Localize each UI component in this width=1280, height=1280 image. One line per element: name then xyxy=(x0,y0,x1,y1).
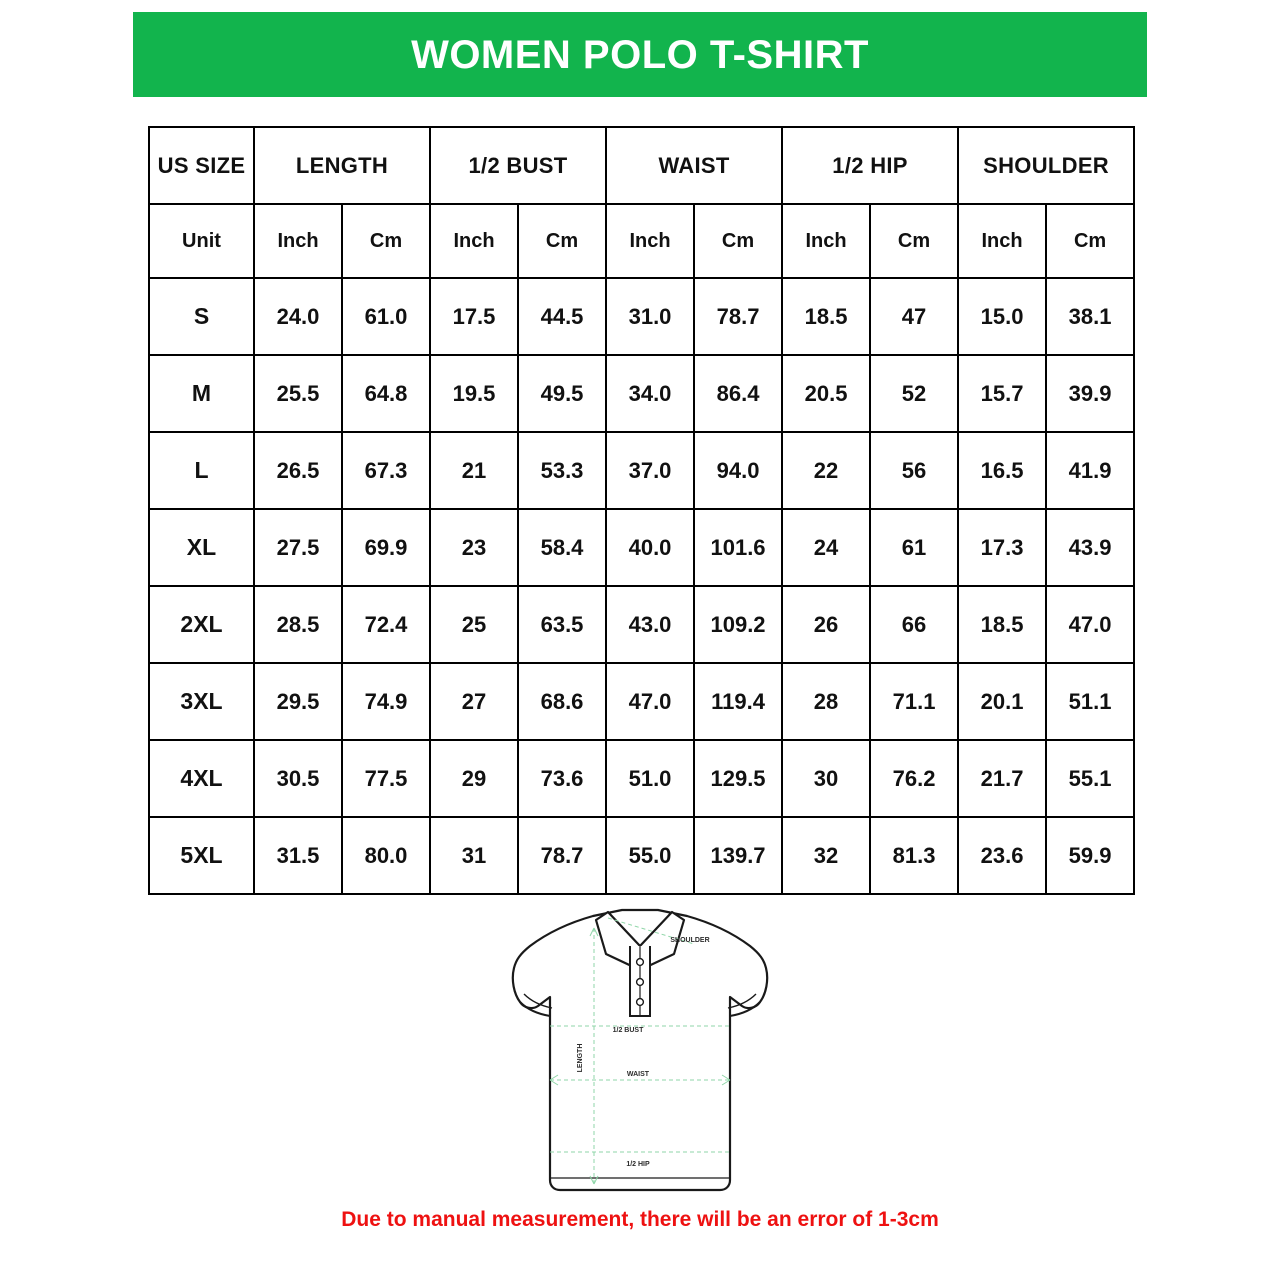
cell-hip-inch: 32 xyxy=(782,817,870,894)
diagram-label-waist: WAIST xyxy=(626,1071,650,1078)
unit-waist-cm: Cm xyxy=(694,204,782,278)
cell-shoulder-inch: 15.7 xyxy=(958,355,1046,432)
table-row xyxy=(149,740,1134,817)
row-size-label: M xyxy=(149,355,254,432)
cell-waist-inch: 37.0 xyxy=(606,432,694,509)
table-row xyxy=(149,509,1134,586)
cell-bust-cm: 78.7 xyxy=(518,817,606,894)
column-header-us-size: US SIZE xyxy=(149,127,254,204)
cell-hip-cm: 47 xyxy=(870,278,958,355)
cell-bust-inch: 19.5 xyxy=(430,355,518,432)
row-size-label: S xyxy=(149,278,254,355)
cell-bust-cm: 44.5 xyxy=(518,278,606,355)
unit-length-inch: Inch xyxy=(254,204,342,278)
unit-shoulder-cm: Cm xyxy=(1046,204,1134,278)
cell-bust-cm: 58.4 xyxy=(518,509,606,586)
cell-length-inch: 28.5 xyxy=(254,586,342,663)
cell-shoulder-cm: 51.1 xyxy=(1046,663,1134,740)
cell-shoulder-cm: 55.1 xyxy=(1046,740,1134,817)
diagram-label-shoulder: SHOULDER xyxy=(670,937,710,944)
diagram-label-length: LENGTH xyxy=(577,1043,584,1073)
table-row xyxy=(149,278,1134,355)
table-row xyxy=(149,355,1134,432)
row-size-label: L xyxy=(149,432,254,509)
cell-hip-inch: 24 xyxy=(782,509,870,586)
cell-waist-cm: 109.2 xyxy=(694,586,782,663)
cell-waist-cm: 86.4 xyxy=(694,355,782,432)
table-row xyxy=(149,663,1134,740)
size-chart-table xyxy=(148,126,1135,895)
column-header-waist: WAIST xyxy=(606,127,782,204)
cell-shoulder-inch: 18.5 xyxy=(958,586,1046,663)
cell-bust-cm: 49.5 xyxy=(518,355,606,432)
table-row xyxy=(149,817,1134,894)
cell-length-cm: 74.9 xyxy=(342,663,430,740)
row-size-label: XL xyxy=(149,509,254,586)
cell-shoulder-inch: 17.3 xyxy=(958,509,1046,586)
row-size-label: 4XL xyxy=(149,740,254,817)
cell-length-inch: 29.5 xyxy=(254,663,342,740)
cell-bust-cm: 73.6 xyxy=(518,740,606,817)
cell-bust-cm: 53.3 xyxy=(518,432,606,509)
cell-hip-cm: 66 xyxy=(870,586,958,663)
column-header-shoulder: SHOULDER xyxy=(958,127,1134,204)
cell-hip-inch: 28 xyxy=(782,663,870,740)
cell-shoulder-inch: 15.0 xyxy=(958,278,1046,355)
cell-length-cm: 61.0 xyxy=(342,278,430,355)
row-size-label: 3XL xyxy=(149,663,254,740)
table-group-header-row xyxy=(149,127,1134,204)
cell-shoulder-inch: 20.1 xyxy=(958,663,1046,740)
cell-length-inch: 30.5 xyxy=(254,740,342,817)
column-header-half-bust: 1/2 BUST xyxy=(430,127,606,204)
measurement-disclaimer: Due to manual measurement, there will be an error of 1-3cm xyxy=(341,1208,939,1231)
cell-shoulder-cm: 38.1 xyxy=(1046,278,1134,355)
cell-hip-cm: 76.2 xyxy=(870,740,958,817)
cell-shoulder-cm: 59.9 xyxy=(1046,817,1134,894)
cell-waist-inch: 43.0 xyxy=(606,586,694,663)
header-banner xyxy=(133,12,1147,97)
cell-length-inch: 31.5 xyxy=(254,817,342,894)
cell-bust-cm: 63.5 xyxy=(518,586,606,663)
cell-waist-cm: 129.5 xyxy=(694,740,782,817)
cell-bust-inch: 25 xyxy=(430,586,518,663)
cell-waist-cm: 119.4 xyxy=(694,663,782,740)
cell-shoulder-cm: 47.0 xyxy=(1046,586,1134,663)
cell-length-cm: 64.8 xyxy=(342,355,430,432)
unit-waist-inch: Inch xyxy=(606,204,694,278)
cell-length-inch: 24.0 xyxy=(254,278,342,355)
cell-length-inch: 25.5 xyxy=(254,355,342,432)
cell-hip-cm: 52 xyxy=(870,355,958,432)
cell-waist-inch: 51.0 xyxy=(606,740,694,817)
cell-waist-cm: 78.7 xyxy=(694,278,782,355)
cell-waist-inch: 55.0 xyxy=(606,817,694,894)
diagram-label-half-bust: 1/2 BUST xyxy=(612,1027,644,1034)
row-size-label: 5XL xyxy=(149,817,254,894)
table-row xyxy=(149,586,1134,663)
cell-shoulder-inch: 23.6 xyxy=(958,817,1046,894)
cell-hip-inch: 20.5 xyxy=(782,355,870,432)
cell-waist-inch: 31.0 xyxy=(606,278,694,355)
unit-hip-cm: Cm xyxy=(870,204,958,278)
unit-shoulder-inch: Inch xyxy=(958,204,1046,278)
cell-length-inch: 26.5 xyxy=(254,432,342,509)
cell-length-cm: 72.4 xyxy=(342,586,430,663)
cell-waist-inch: 34.0 xyxy=(606,355,694,432)
cell-waist-cm: 94.0 xyxy=(694,432,782,509)
column-header-length: LENGTH xyxy=(254,127,430,204)
cell-length-inch: 27.5 xyxy=(254,509,342,586)
cell-length-cm: 80.0 xyxy=(342,817,430,894)
cell-hip-inch: 26 xyxy=(782,586,870,663)
cell-length-cm: 69.9 xyxy=(342,509,430,586)
cell-length-cm: 67.3 xyxy=(342,432,430,509)
cell-hip-inch: 22 xyxy=(782,432,870,509)
cell-bust-inch: 23 xyxy=(430,509,518,586)
cell-bust-inch: 29 xyxy=(430,740,518,817)
cell-bust-inch: 17.5 xyxy=(430,278,518,355)
cell-bust-inch: 21 xyxy=(430,432,518,509)
cell-hip-cm: 81.3 xyxy=(870,817,958,894)
unit-length-cm: Cm xyxy=(342,204,430,278)
cell-waist-cm: 101.6 xyxy=(694,509,782,586)
table-row xyxy=(149,432,1134,509)
cell-shoulder-cm: 43.9 xyxy=(1046,509,1134,586)
cell-waist-cm: 139.7 xyxy=(694,817,782,894)
cell-waist-inch: 40.0 xyxy=(606,509,694,586)
diagram-label-half-hip: 1/2 HIP xyxy=(626,1161,650,1168)
cell-hip-cm: 56 xyxy=(870,432,958,509)
cell-shoulder-inch: 21.7 xyxy=(958,740,1046,817)
cell-bust-cm: 68.6 xyxy=(518,663,606,740)
cell-waist-inch: 47.0 xyxy=(606,663,694,740)
cell-bust-inch: 31 xyxy=(430,817,518,894)
cell-hip-cm: 61 xyxy=(870,509,958,586)
cell-hip-inch: 18.5 xyxy=(782,278,870,355)
cell-shoulder-inch: 16.5 xyxy=(958,432,1046,509)
cell-length-cm: 77.5 xyxy=(342,740,430,817)
column-header-half-hip: 1/2 HIP xyxy=(782,127,958,204)
row-size-label: 2XL xyxy=(149,586,254,663)
polo-shirt-diagram xyxy=(498,898,782,1198)
cell-shoulder-cm: 39.9 xyxy=(1046,355,1134,432)
page-title: WOMEN POLO T-SHIRT xyxy=(411,32,869,77)
cell-shoulder-cm: 41.9 xyxy=(1046,432,1134,509)
unit-hip-inch: Inch xyxy=(782,204,870,278)
table-unit-row xyxy=(149,204,1134,278)
cell-bust-inch: 27 xyxy=(430,663,518,740)
unit-bust-cm: Cm xyxy=(518,204,606,278)
cell-hip-inch: 30 xyxy=(782,740,870,817)
unit-label: Unit xyxy=(149,204,254,278)
unit-bust-inch: Inch xyxy=(430,204,518,278)
cell-hip-cm: 71.1 xyxy=(870,663,958,740)
size-chart-table-container xyxy=(148,126,1133,895)
